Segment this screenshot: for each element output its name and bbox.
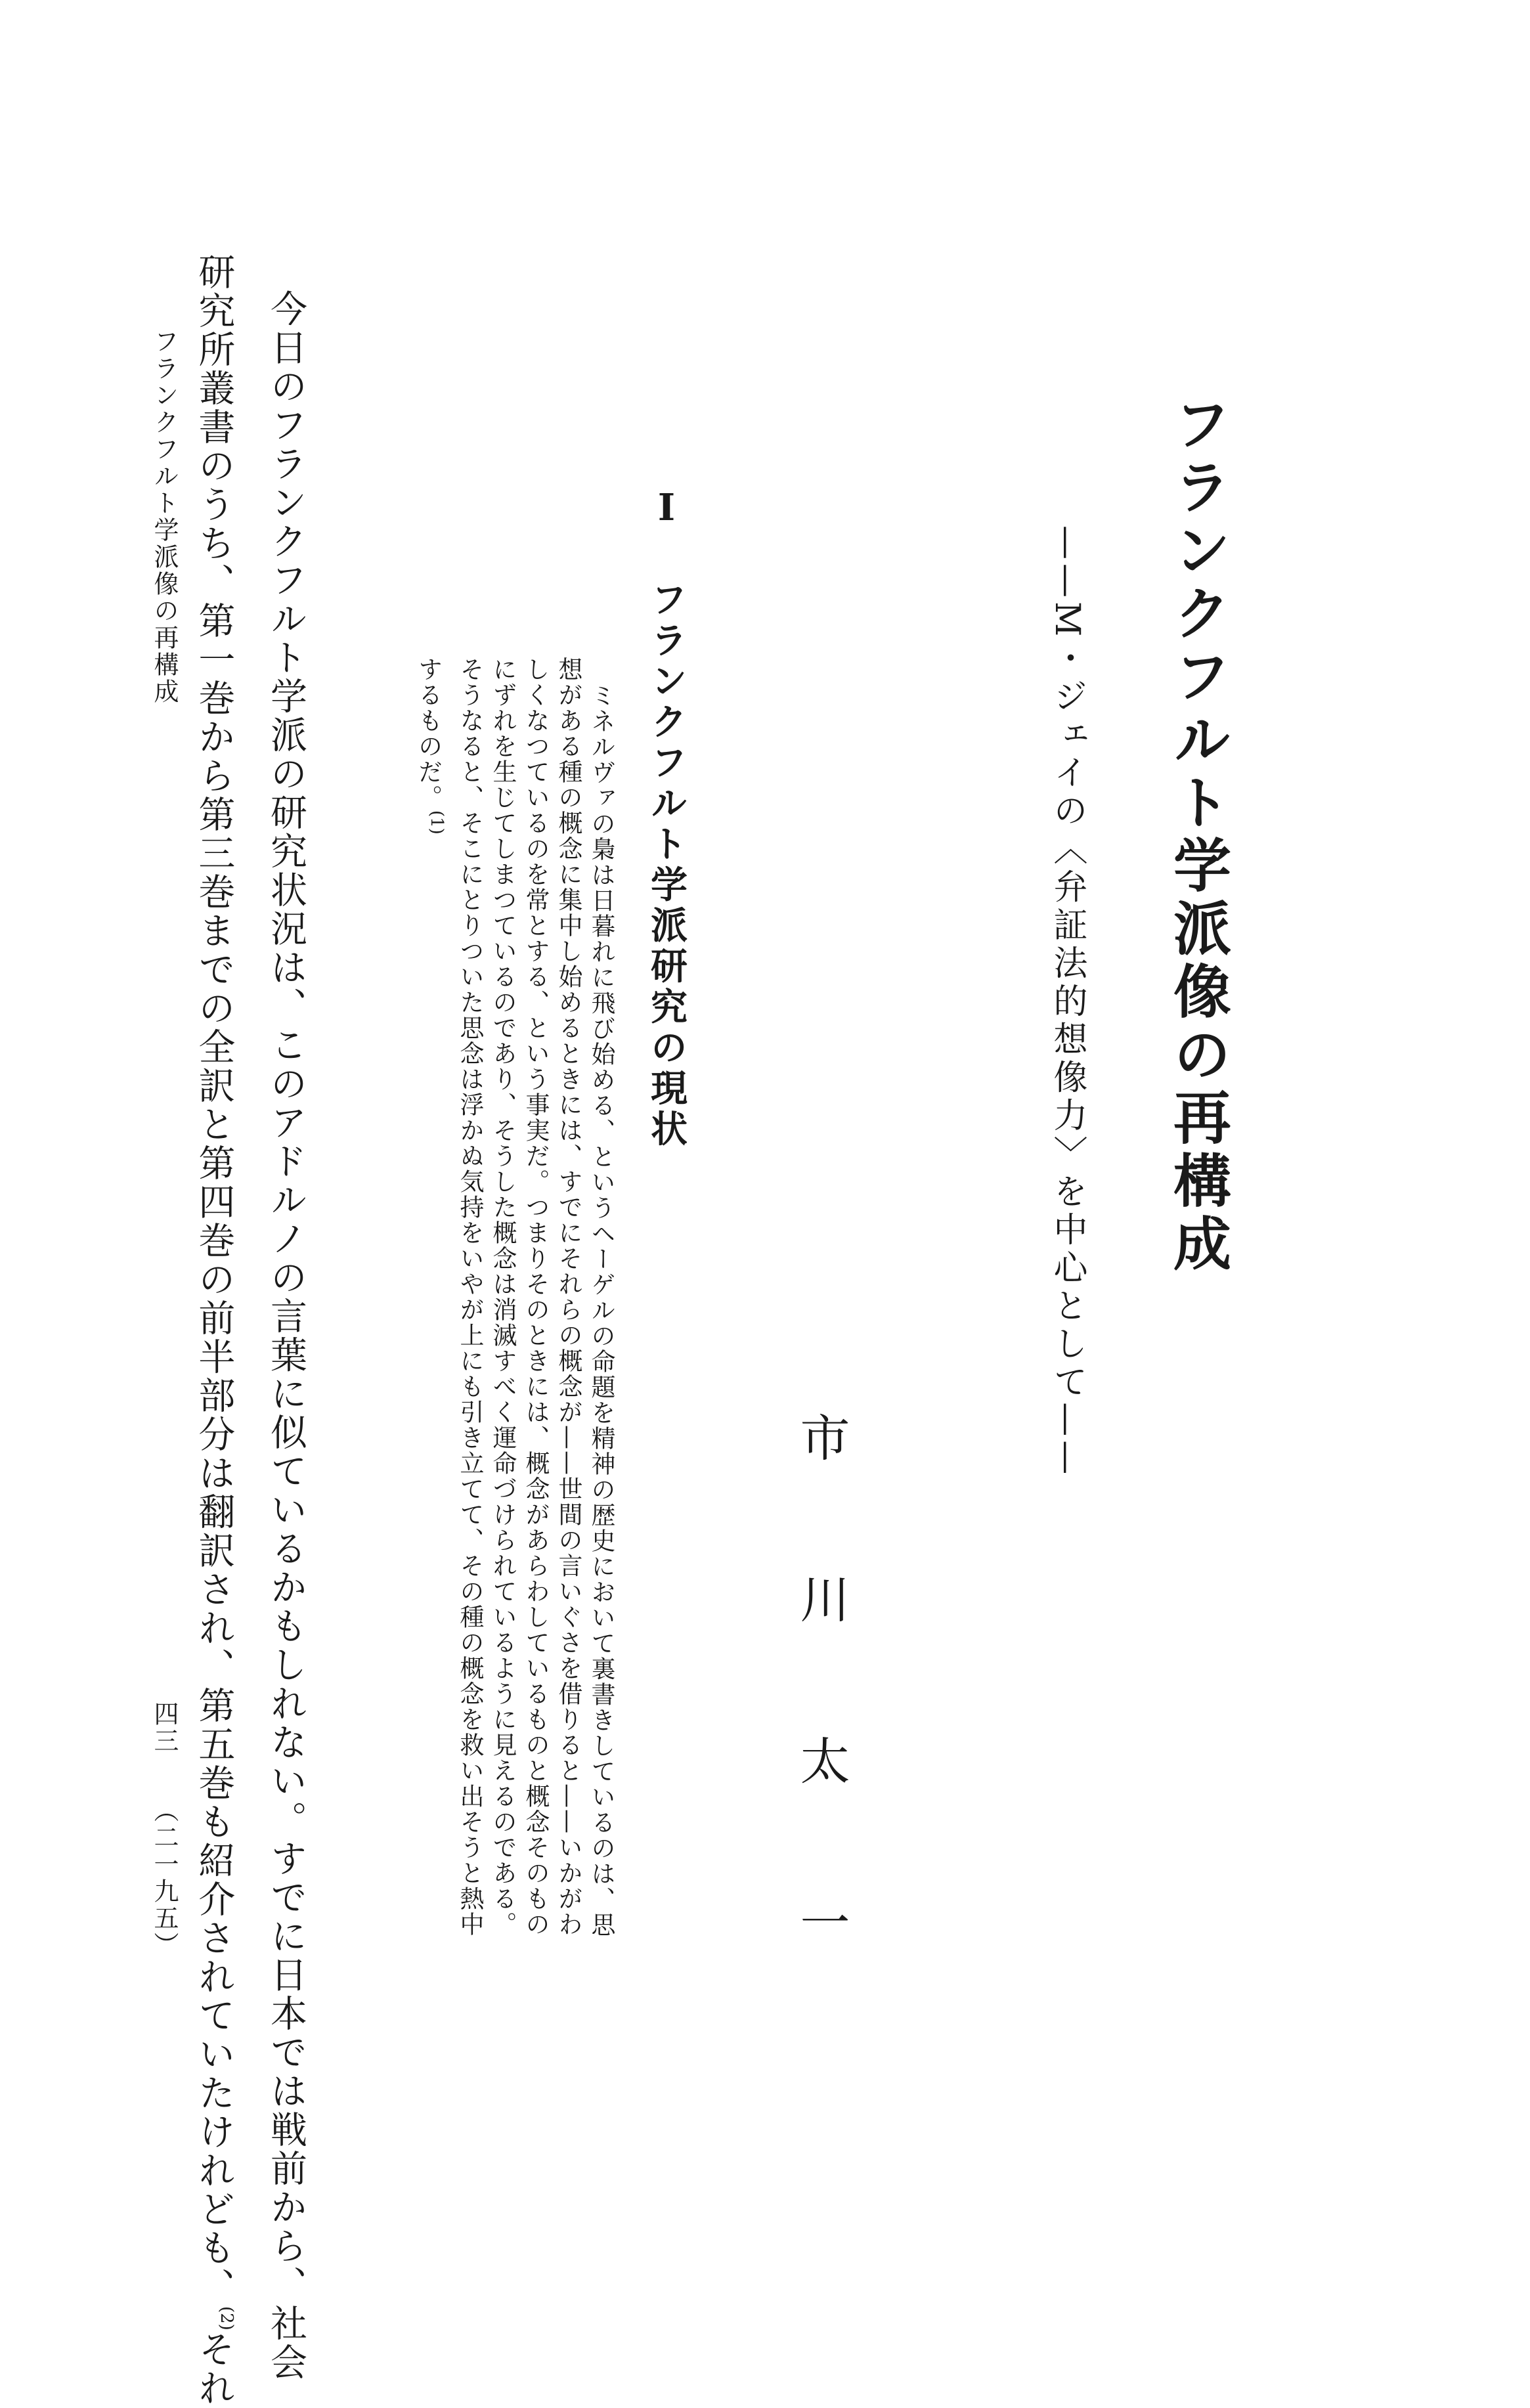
epigraph-line-text: するものだ。 — [414, 657, 443, 810]
epigraph-line: 想がある種の概念に集中し始めるときには、すでにそれらの概念が——世間の言いぐさを借りると——いかがわ — [554, 657, 582, 1937]
epigraph-line: ミネルヴァの梟は日暮れに飛び始める、というヘーゲルの命題を精神の歴史において裏書きしているのは、思 — [587, 683, 615, 1938]
article-title: フランクフルト学派像の再構成 — [1164, 394, 1233, 1277]
article-subtitle: ——M・ジェイの〈弁証法的想像力〉を中心として—— — [1047, 525, 1087, 1479]
body-line: 今日のフランクフルト学派の研究状況は、このアドルノの言葉に似ているかもしれない。すでに日本では戦前から、社会 — [265, 290, 307, 2382]
body-paragraph — [192, 253, 315, 2408]
footnote-ref-2[interactable]: (2) — [217, 2306, 236, 2331]
author-name: 市川太一 — [792, 1412, 850, 2058]
page-number-total: （二一九五） — [150, 1797, 179, 1959]
page-number-local: 四三 — [150, 1701, 179, 1755]
footnote-ref-1[interactable]: (1) — [427, 810, 447, 835]
body-line-text-end: それ — [192, 2330, 236, 2408]
epigraph-line: そうなると、そこにとりついた思念は浮かぬ気持をいやが上にも引き立てて、その種の概念を救い出そうと熱中 — [456, 657, 484, 1937]
epigraph-line: しくなつているのを常とする、という事実だ。つまりそのときには、概念があらわしているものと概念そのもの — [521, 657, 550, 1937]
epigraph-quote — [348, 657, 617, 1938]
running-head: フランクフルト学派像の再構成 — [150, 328, 179, 705]
section-number: I — [645, 486, 688, 533]
body-line — [184, 253, 256, 2408]
epigraph-line: にずれを生じてしまつているのであり、そうした概念は消滅すべく運命づけられているように見えるのである。 — [489, 657, 517, 1937]
section-title: フランクフルト学派研究の現状 — [645, 580, 688, 1150]
body-line-text: 研究所叢書のうち、第一巻から第三巻までの全訳と第四巻の前半部分は翻訳され、第五巻も紹介されていたけれども、 — [192, 253, 236, 2306]
page-number — [148, 1701, 181, 1959]
section-heading — [640, 486, 693, 1150]
epigraph-line-last — [412, 657, 453, 1938]
